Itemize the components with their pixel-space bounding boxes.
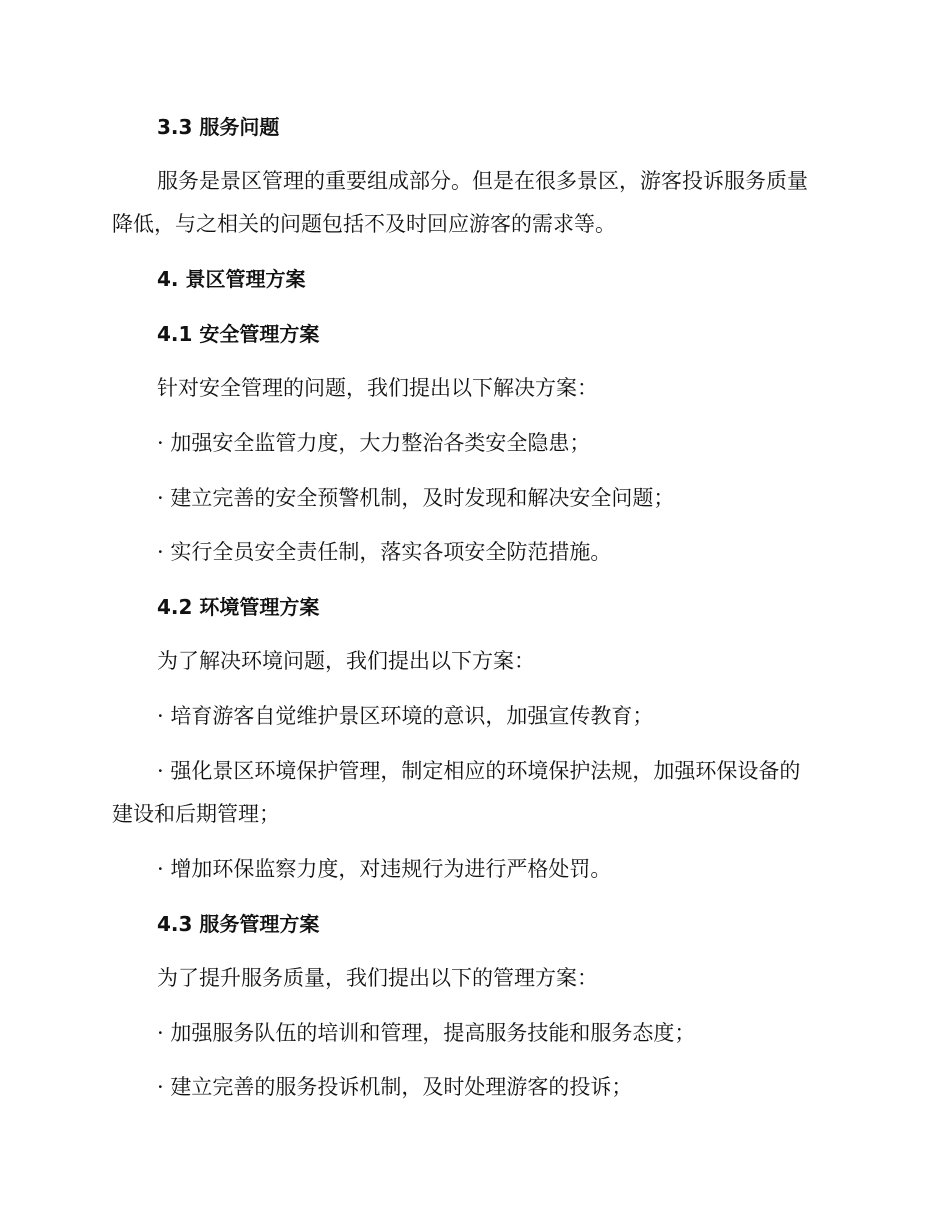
paragraph-4-2-intro: 为了解决环境问题，我们提出以下方案： bbox=[157, 649, 535, 673]
heading-4: 4. 景区管理方案 bbox=[157, 267, 306, 291]
list-item-4-1-3: · 实行全员安全责任制，落实各项安全防范措施。 bbox=[157, 540, 612, 564]
heading-4-2: 4.2 环境管理方案 bbox=[157, 595, 320, 619]
list-item-4-1-1: · 加强安全监管力度，大力整治各类安全隐患； bbox=[157, 431, 591, 455]
list-item-4-3-2: · 建立完善的服务投诉机制，及时处理游客的投诉； bbox=[157, 1075, 633, 1099]
list-item-4-2-2-line-1: · 强化景区环境保护管理，制定相应的环境保护法规，加强环保设备的 bbox=[157, 759, 801, 783]
list-item-4-1-2: · 建立完善的安全预警机制，及时发现和解决安全问题； bbox=[157, 486, 675, 510]
list-item-4-2-1: · 培育游客自觉维护景区环境的意识，加强宣传教育； bbox=[157, 704, 654, 728]
paragraph-3-3-line-2: 降低，与之相关的问题包括不及时回应游客的需求等。 bbox=[112, 212, 616, 236]
heading-3-3: 3.3 服务问题 bbox=[157, 115, 280, 139]
heading-4-3: 4.3 服务管理方案 bbox=[157, 912, 320, 936]
list-item-4-2-3: · 增加环保监察力度，对违规行为进行严格处罚。 bbox=[157, 857, 612, 881]
paragraph-3-3-line-1: 服务是景区管理的重要组成部分。但是在很多景区，游客投诉服务质量 bbox=[157, 169, 808, 193]
list-item-4-3-1: · 加强服务队伍的培训和管理，提高服务技能和服务态度； bbox=[157, 1021, 696, 1045]
paragraph-4-3-intro: 为了提升服务质量，我们提出以下的管理方案： bbox=[157, 966, 598, 990]
list-item-4-2-2-line-2: 建设和后期管理； bbox=[112, 802, 280, 826]
heading-4-1: 4.1 安全管理方案 bbox=[157, 322, 320, 346]
paragraph-4-1-intro: 针对安全管理的问题，我们提出以下解决方案： bbox=[157, 376, 598, 400]
